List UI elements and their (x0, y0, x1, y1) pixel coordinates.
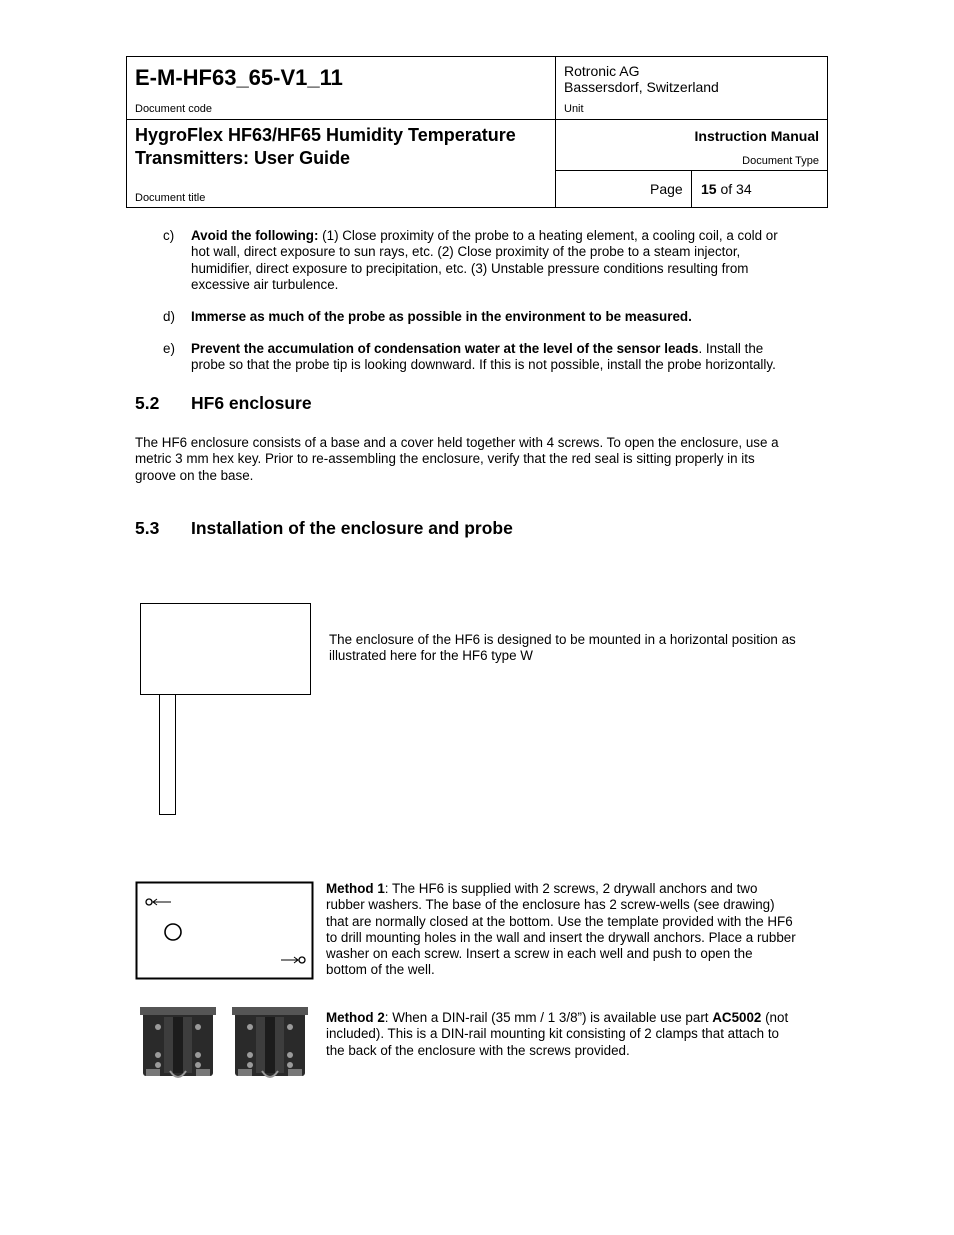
list-item-c-bold: Avoid the following: (191, 228, 319, 243)
enclosure-base-outline (137, 883, 313, 979)
caption-line: The enclosure of the HF6 is designed to be mounted in a horizontal position as (329, 632, 796, 647)
paragraph-line: The HF6 enclosure consists of a base and a cover held together with 4 screws. To open the enclosure, use a (135, 435, 779, 450)
paragraph-line: groove on the base. (135, 467, 254, 483)
company-location: Bassersdorf, Switzerland (564, 79, 719, 95)
method-1-text (326, 881, 826, 979)
list-item-d (191, 309, 821, 325)
section-number: 5.3 (135, 518, 160, 538)
din-rail-clamp-photos (140, 1005, 310, 1080)
list-item-text: hot wall, direct exposure to sun rays, etc. (2) Close proximity of the probe to a steam injector, (191, 244, 741, 260)
document-title-line: HygroFlex HF63/HF65 Humidity Temperature (135, 125, 516, 145)
list-item-text: . Install the (698, 341, 764, 356)
method-text-line: to drill mounting holes in the wall and insert the drywall anchors. Place a rubber (326, 929, 796, 945)
method-text-line: : The HF6 is supplied with 2 screws, 2 drywall anchors and two (384, 881, 758, 896)
method-text-line: (not (761, 1010, 789, 1025)
list-marker-e: e) (163, 341, 175, 356)
section-number: 5.2 (135, 393, 160, 413)
document-code-label: Document code (135, 103, 213, 115)
header-divider-page (691, 170, 692, 207)
list-item-text: probe so that the probe tip is looking downward. If this is not possible, install the probe horizontally. (191, 357, 776, 373)
caption-line: illustrated here for the HF6 type W (329, 648, 533, 664)
screw-well-icon (165, 924, 181, 940)
enclosure-body (140, 603, 311, 695)
list-item-c (191, 228, 821, 293)
method-text-line: bottom of the well. (326, 962, 435, 978)
document-header (126, 56, 828, 208)
method-text-line: rubber washers. The base of the enclosure has 2 screw-wells (see drawing) (326, 897, 775, 913)
list-item-d-bold: Immerse as much of the probe as possible in the environment to be measured. (191, 309, 692, 324)
list-item-text: excessive air turbulence. (191, 276, 339, 292)
list-marker-d: d) (163, 309, 175, 324)
list-item-text: (1) Close proximity of the probe to a heating element, a cooling coil, a cold or (318, 228, 778, 243)
probe-shaft (159, 694, 176, 815)
list-item-e (191, 341, 821, 374)
document-type: Instruction Manual (694, 128, 819, 144)
header-divider-horizontal (127, 119, 827, 120)
document-title-label: Document title (135, 192, 206, 204)
method-text-line: that are normally closed at the bottom. Use the template provided with the HF6 (326, 913, 793, 929)
section-heading: HF6 enclosure (191, 393, 312, 413)
page-total: of 34 (720, 181, 752, 197)
page-label: Page (650, 181, 683, 197)
method-2-text (326, 1010, 826, 1059)
document-type-label: Document Type (742, 155, 819, 167)
list-item-text: humidifier, direct exposure to precipitation, etc. (3) Unstable pressure conditions resulting from (191, 260, 749, 276)
method-2-label: Method 2 (326, 1010, 385, 1025)
document-code: E-M-HF63_65-V1_11 (135, 65, 343, 90)
list-item-e-bold: Prevent the accumulation of condensation water at the level of the sensor leads (191, 341, 699, 356)
screw-well-drawing (135, 881, 315, 981)
document-title (135, 124, 545, 170)
list-marker-c: c) (163, 228, 175, 243)
paragraph-line: metric 3 mm hex key. Prior to re-assembling the enclosure, verify that the red seal is sitting properly in its (135, 451, 755, 467)
document-title-line: Transmitters: User Guide (135, 148, 351, 168)
method-text-line: : When a DIN-rail (35 mm / 1 3/8”) is available use part (384, 1010, 713, 1025)
section-heading: Installation of the enclosure and probe (191, 518, 513, 538)
unit-label: Unit (564, 103, 584, 115)
method-text-line: included). This is a DIN-rail mounting kit consisting of 2 clamps that attach to (326, 1026, 780, 1042)
page-current: 15 (701, 181, 717, 197)
section-52-paragraph (135, 435, 825, 484)
header-divider-vertical (555, 57, 556, 207)
din-clamp-image (140, 1007, 216, 1077)
screw-hole-icon (146, 899, 152, 905)
method-text-line: the back of the enclosure with the screws provided. (326, 1042, 630, 1058)
method-1-label: Method 1 (326, 881, 385, 896)
company-name: Rotronic AG (564, 63, 640, 79)
part-number: AC5002 (712, 1010, 762, 1025)
figure-caption (329, 632, 824, 665)
method-text-line: washer on each screw. Insert a screw in each well and push to open the (326, 946, 753, 962)
unit-name (564, 63, 719, 95)
screw-hole-icon (299, 957, 305, 963)
din-clamp-image (232, 1007, 308, 1077)
page-number (701, 181, 752, 197)
